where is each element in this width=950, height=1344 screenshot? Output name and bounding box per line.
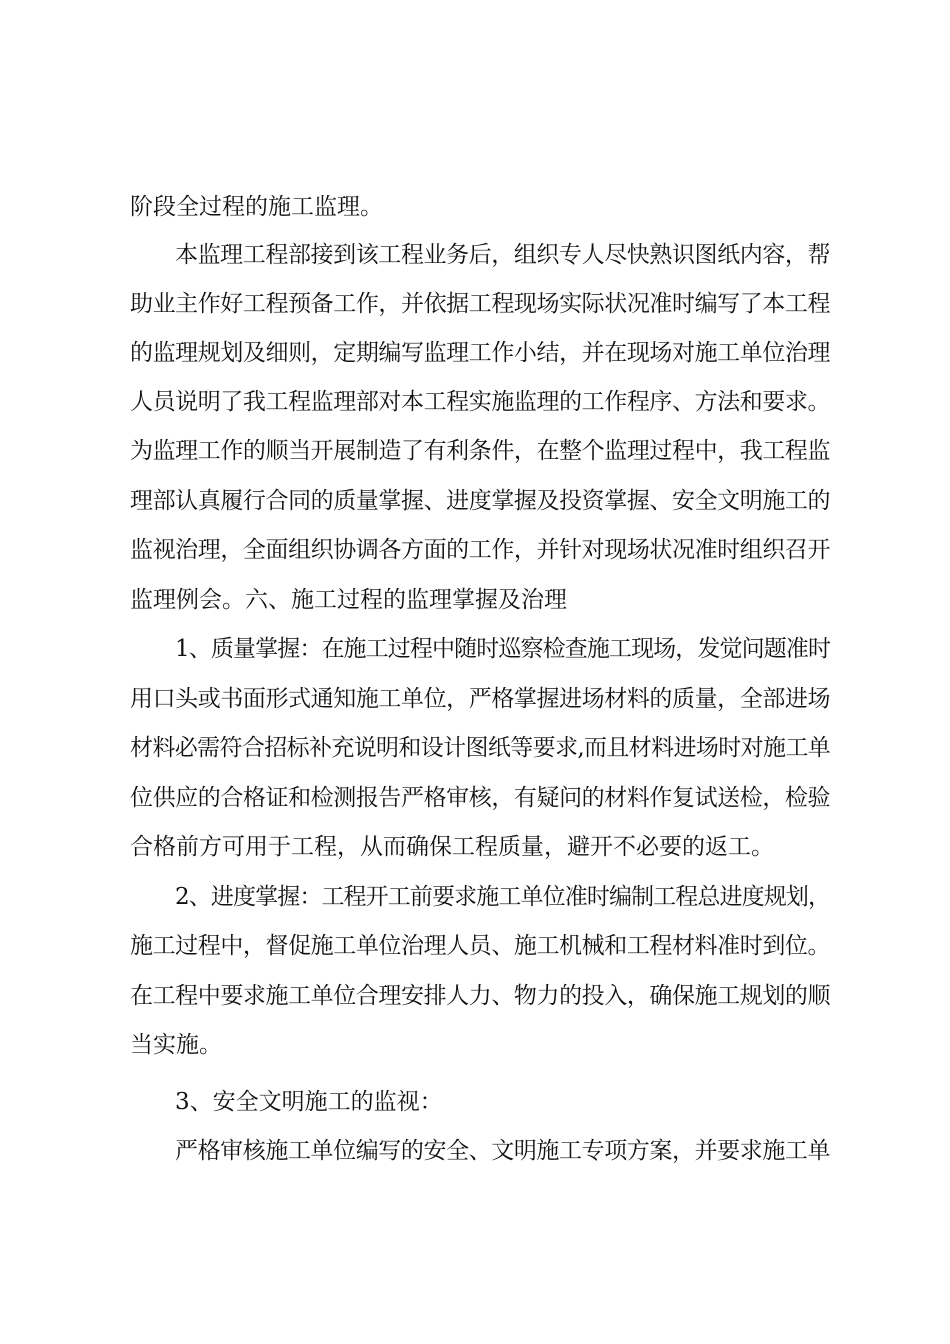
text-line: 助业主作好工程预备工作，并依据工程现场实际状况准时编写了本工程	[130, 291, 830, 317]
text-line: 严格审核施工单位编写的安全、文明施工专项方案，并要求施工单	[175, 1138, 830, 1164]
text-line: 理部认真履行合同的质量掌握、进度掌握及投资掌握、安全文明施工的	[130, 488, 830, 514]
text-line: 用口头或书面形式通知施工单位，严格掌握进场材料的质量，全部进场	[130, 686, 830, 712]
text-line: 位供应的合格证和检测报告严格审核，有疑问的材料作复试送检，检验	[130, 785, 830, 811]
text-line: 本监理工程部接到该工程业务后，组织专人尽快熟识图纸内容，帮	[175, 242, 830, 268]
text-line: 监视治理，全面组织协调各方面的工作，并针对现场状况准时组织召开	[130, 537, 830, 563]
text-line: 2、进度掌握：工程开工前要求施工单位准时编制工程总进度规划，	[175, 884, 830, 910]
text-line: 材料必需符合招标补充说明和设计图纸等要求,而且材料进场时对施工单	[130, 735, 830, 761]
text-line: 3、安全文明施工的监视：	[175, 1089, 443, 1115]
text-line: 合格前方可用于工程，从而确保工程质量，避开不必要的返工。	[130, 834, 774, 860]
text-line: 人员说明了我工程监理部对本工程实施监理的工作程序、方法和要求。	[130, 389, 830, 415]
text-line: 阶段全过程的施工监理。	[130, 194, 383, 220]
text-line: 当实施。	[130, 1032, 222, 1058]
text-line: 1、质量掌握：在施工过程中随时巡察检查施工现场，发觉问题准时	[175, 636, 830, 662]
text-line: 监理例会。六、施工过程的监理掌握及治理	[130, 587, 567, 613]
text-line: 施工过程中，督促施工单位治理人员、施工机械和工程材料准时到位。	[130, 933, 830, 959]
text-line: 为监理工作的顺当开展制造了有利条件，在整个监理过程中，我工程监	[130, 438, 830, 464]
text-line: 的监理规划及细则，定期编写监理工作小结，并在现场对施工单位治理	[130, 340, 830, 366]
text-line: 在工程中要求施工单位合理安排人力、物力的投入，确保施工规划的顺	[130, 983, 830, 1009]
